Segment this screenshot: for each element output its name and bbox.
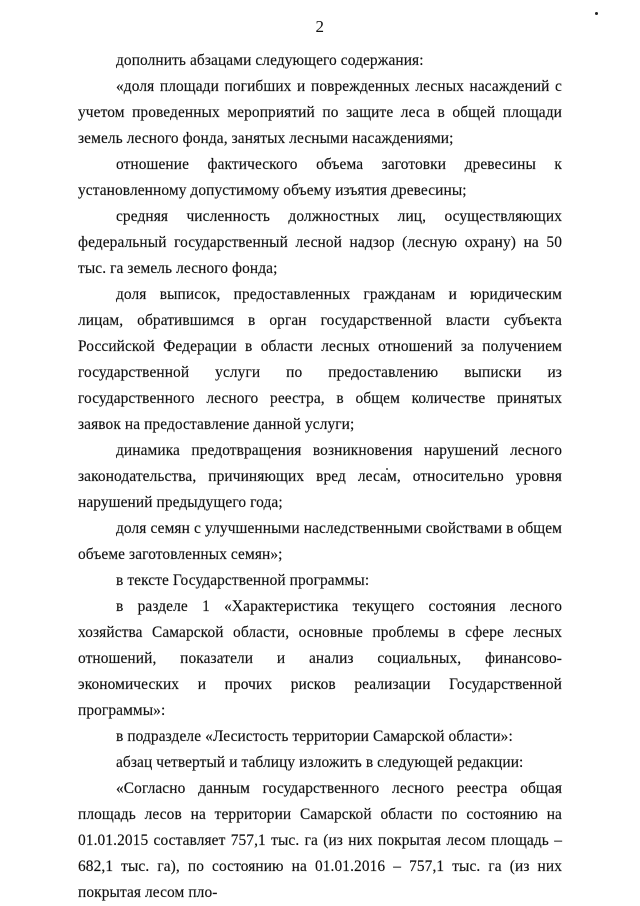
paragraph: дополнить абзацами следующего содержания: <box>116 52 424 69</box>
body-text <box>78 48 562 906</box>
paragraph: доля выписок, предоставленных гражданам и юридическим лицам, обратившимся в орган государственной власти субъекта Российской Федерации в области лесных отношений за получением государственной услуги по предоставлению выписки из государственного лесного реестра, в общем количестве принятых заявок на предоставление данной услуги; <box>78 286 562 433</box>
paragraph: доля семян с улучшенными наследственными свойствами в общем объеме заготовленных семян»; <box>78 520 562 563</box>
paragraph: «Согласно данным государственного лесного реестра общая площадь лесов на территории Самарской области по состоянию на 01.01.2015 составляет 757,1 тыс. га (из них покрытая лесом площадь – 682,1 тыс. га), по состоянию на 01.01.2016 – 757,1 тыс. га (из них покрытая лесом пло- <box>78 780 562 901</box>
paragraph: в тексте Государственной программы: <box>116 572 370 589</box>
page-number: 2 <box>315 17 325 36</box>
paragraph: динамика предотвращения возникновения нарушений лесного законодательства, причиняющих вред лесам, относительно уровня нарушений предыдущего года; <box>78 442 562 511</box>
paragraph: средняя численность должностных лиц, осуществляющих федеральный государственный лесной надзор (лесную охрану) на 50 тыс. га земель лесного фонда; <box>78 208 562 277</box>
paragraph: «доля площади погибших и поврежденных лесных насаждений с учетом проведенных мероприятий по защите леса в общей площади земель лесного фонда, занятых лесными насаждениями; <box>78 78 562 147</box>
paragraph: абзац четвертый и таблицу изложить в следующей редакции: <box>116 754 524 771</box>
paragraph: в подразделе «Лесистость территории Самарской области»: <box>116 728 513 745</box>
paragraph: в разделе 1 «Характеристика текущего состояния лесного хозяйства Самарской области, основные проблемы в сфере лесных отношений, показатели и анализ социальных, финансово-экономических и прочих рисков реализации Государственной программы»: <box>78 598 562 719</box>
paragraph: отношение фактического объема заготовки древесины к установленному допустимому объему изъятия древесины; <box>78 156 562 199</box>
scan-speck <box>595 12 598 15</box>
